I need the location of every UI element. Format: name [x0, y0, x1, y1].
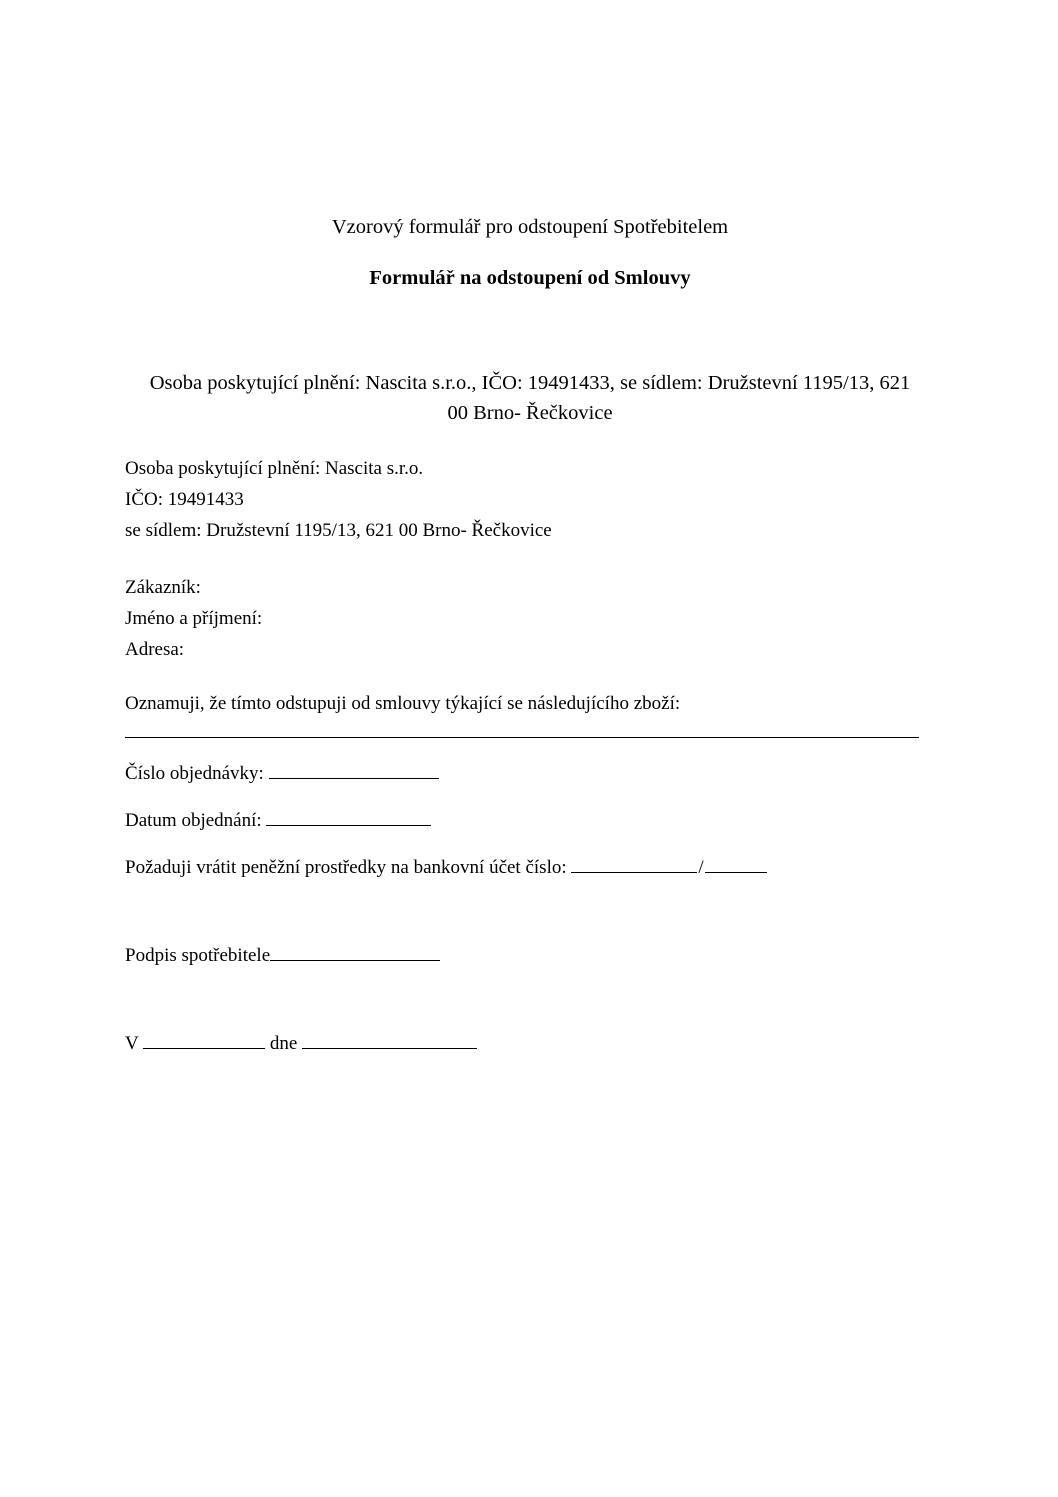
goods-write-in-rule [125, 737, 919, 738]
place-input[interactable] [143, 1030, 265, 1049]
order-date-field [125, 807, 935, 832]
page-subtitle: Formulář na odstoupení od Smlouvy [369, 266, 691, 289]
signature-input[interactable] [270, 942, 440, 961]
account-slash: / [698, 857, 704, 879]
page-title: Vzorový formulář pro odstoupení Spotřebitelem [331, 216, 729, 238]
date-input[interactable] [302, 1030, 477, 1049]
order-date-input[interactable] [266, 807, 431, 826]
provider-ico-line: IČO: 19491433 [125, 489, 244, 511]
provider-name-line: Osoba poskytující plnění: Nascita s.r.o. [125, 458, 424, 480]
order-number-input[interactable] [269, 760, 439, 779]
customer-address-line: Adresa: [125, 638, 185, 660]
place-date-field [125, 1030, 935, 1055]
refund-account-field [125, 854, 935, 879]
customer-name-line: Jméno a příjmení: [125, 607, 263, 629]
withdrawal-statement: Oznamuji, že tímto odstupuji od smlouvy týkající se následujícího zboží: [125, 692, 681, 714]
refund-account-number-input[interactable] [571, 854, 697, 873]
document-content [125, 0, 935, 1055]
signature-label: Podpis spotřebitele [125, 945, 271, 967]
customer-details-block [125, 573, 935, 666]
provider-details-block [125, 454, 935, 547]
order-number-field [125, 760, 935, 785]
refund-bank-code-input[interactable] [705, 854, 767, 873]
signature-field [125, 942, 935, 967]
customer-label-line: Zákazník: [125, 577, 201, 598]
date-label: dne [269, 1033, 298, 1055]
provider-address-line: se sídlem: Družstevní 1195/13, 621 00 Brno- Řečkovice [125, 520, 552, 542]
refund-account-label: Požaduji vrátit peněžní prostředky na bankovní účet číslo: [125, 857, 567, 879]
order-date-label: Datum objednání: [125, 810, 262, 831]
order-number-label: Číslo objednávky: [125, 762, 264, 784]
place-label: V [125, 1033, 139, 1055]
provider-heading: Osoba poskytující plnění: Nascita s.r.o., IČO: 19491433, se sídlem: Družstevní 1195/13, 621 00 Brno- Řečkovice [149, 371, 911, 425]
